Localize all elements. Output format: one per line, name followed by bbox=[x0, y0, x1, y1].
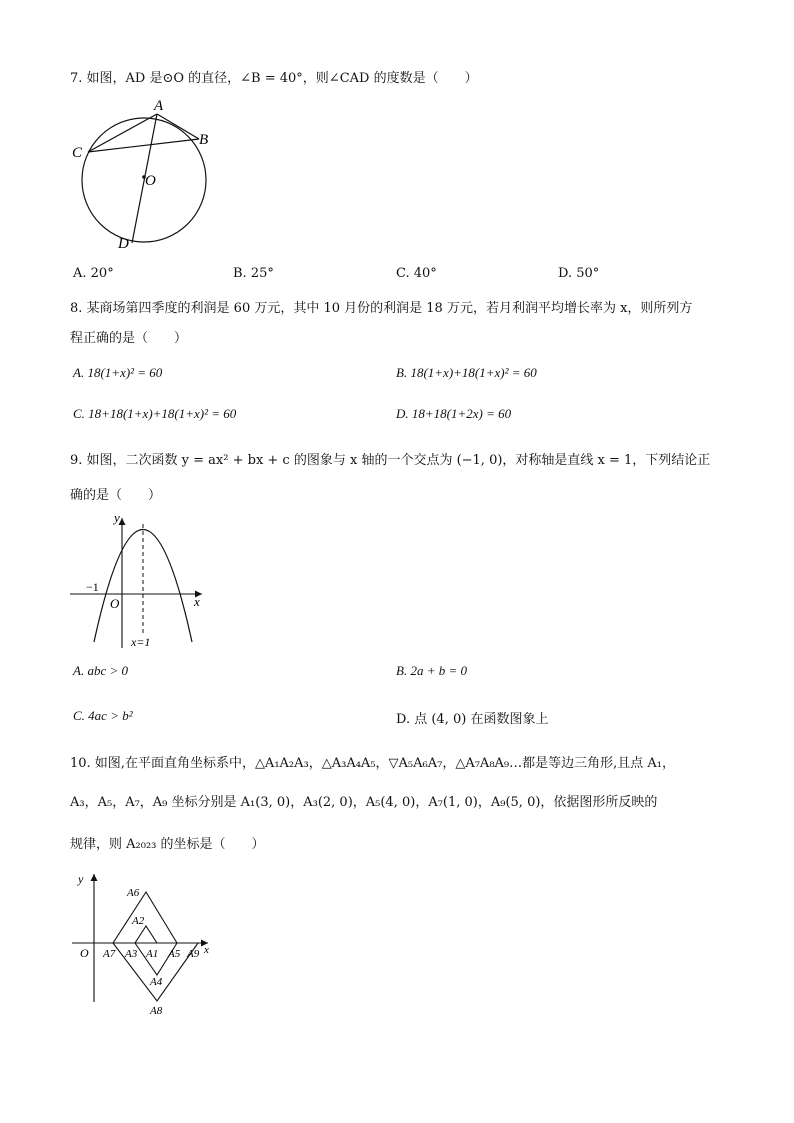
chord-cb bbox=[88, 139, 199, 152]
q8-stem-line1: 8. 某商场第四季度的利润是 60 万元，其中 10 月份的利润是 18 万元，若月利润平均增长率为 x，则所列方 bbox=[70, 301, 693, 316]
q7-option-a[interactable]: A. 20° bbox=[73, 266, 114, 281]
label-origin: O bbox=[110, 596, 120, 611]
label-y: y bbox=[114, 510, 120, 525]
q9-option-c[interactable]: C. 4ac > b² bbox=[73, 708, 133, 723]
q10-stem-line3: 规律，则 A₂₀₂₃ 的坐标是（ ） bbox=[70, 837, 265, 852]
q10-stem-line1: 10. 如图,在平面直角坐标系中，△A₁A₂A₃，△A₃A₄A₅，▽A₅A₆A₇，△A₇A₈A₉…都是等边三角形,且点 A₁， bbox=[70, 756, 675, 771]
q10-stem-line2: A₃，A₅，A₇，A₉ 坐标分别是 A₁(3, 0)，A₃(2, 0)，A₅(4, 0)，A₇(1, 0)，A₉(5, 0)，依据图形所反映的 bbox=[70, 795, 658, 810]
label-a5: A5 bbox=[168, 948, 181, 960]
q10-triangles-figure bbox=[70, 868, 220, 1023]
q8-option-b[interactable]: B. 18(1+x)+18(1+x)² = 60 bbox=[396, 365, 537, 380]
triangle-a1a2a3 bbox=[135, 926, 157, 943]
q9-option-a[interactable]: A. abc > 0 bbox=[73, 663, 128, 678]
label-x: x bbox=[204, 944, 209, 956]
triangle-a5a6a7 bbox=[113, 892, 177, 943]
label-x: x bbox=[194, 594, 200, 609]
label-a9: A9 bbox=[187, 948, 200, 960]
label-a: A bbox=[154, 98, 164, 114]
chord-ab bbox=[157, 114, 199, 139]
label-a3: A3 bbox=[125, 948, 138, 960]
q9-parabola-figure bbox=[62, 510, 212, 650]
q9-option-b[interactable]: B. 2a + b = 0 bbox=[396, 663, 467, 678]
label-a8: A8 bbox=[150, 1005, 163, 1017]
label-b: B bbox=[199, 132, 209, 148]
chord-ac bbox=[88, 114, 157, 152]
label-c: C bbox=[72, 145, 83, 161]
label-a6: A6 bbox=[127, 887, 140, 899]
q9-stem-line2: 确的是（ ） bbox=[70, 488, 162, 503]
label-o: O bbox=[80, 946, 89, 960]
q7-option-c[interactable]: C. 40° bbox=[396, 266, 437, 281]
label-a7: A7 bbox=[103, 948, 116, 960]
y-axis-arrow bbox=[91, 874, 98, 881]
label-d: D bbox=[118, 236, 129, 252]
q7-circle-figure bbox=[60, 95, 230, 260]
label-a4: A4 bbox=[150, 976, 163, 988]
label-axis: x=1 bbox=[131, 635, 151, 649]
q8-stem-line2: 程正确的是（ ） bbox=[70, 331, 188, 346]
q8-option-c[interactable]: C. 18+18(1+x)+18(1+x)² = 60 bbox=[73, 406, 237, 421]
label-a2: A2 bbox=[132, 915, 145, 927]
label-a1: A1 bbox=[146, 948, 159, 960]
label-neg-one: −1 bbox=[86, 580, 99, 594]
q7-stem: 7. 如图，AD 是⊙O 的直径，∠B = 40°，则∠CAD 的度数是（ ） bbox=[70, 71, 478, 86]
q9-option-d[interactable]: D. 点 (4, 0) 在函数图象上 bbox=[396, 712, 549, 727]
q7-option-b[interactable]: B. 25° bbox=[233, 266, 274, 281]
label-o: O bbox=[145, 173, 156, 189]
q9-stem-line1: 9. 如图，二次函数 y = ax² + bx + c 的图象与 x 轴的一个交点为 (−1, 0)，对称轴是直线 x = 1，下列结论正 bbox=[70, 453, 711, 468]
q7-option-d[interactable]: D. 50° bbox=[558, 266, 600, 281]
q8-option-d[interactable]: D. 18+18(1+2x) = 60 bbox=[396, 406, 512, 421]
label-y: y bbox=[78, 872, 84, 886]
q8-option-a[interactable]: A. 18(1+x)² = 60 bbox=[73, 365, 163, 380]
